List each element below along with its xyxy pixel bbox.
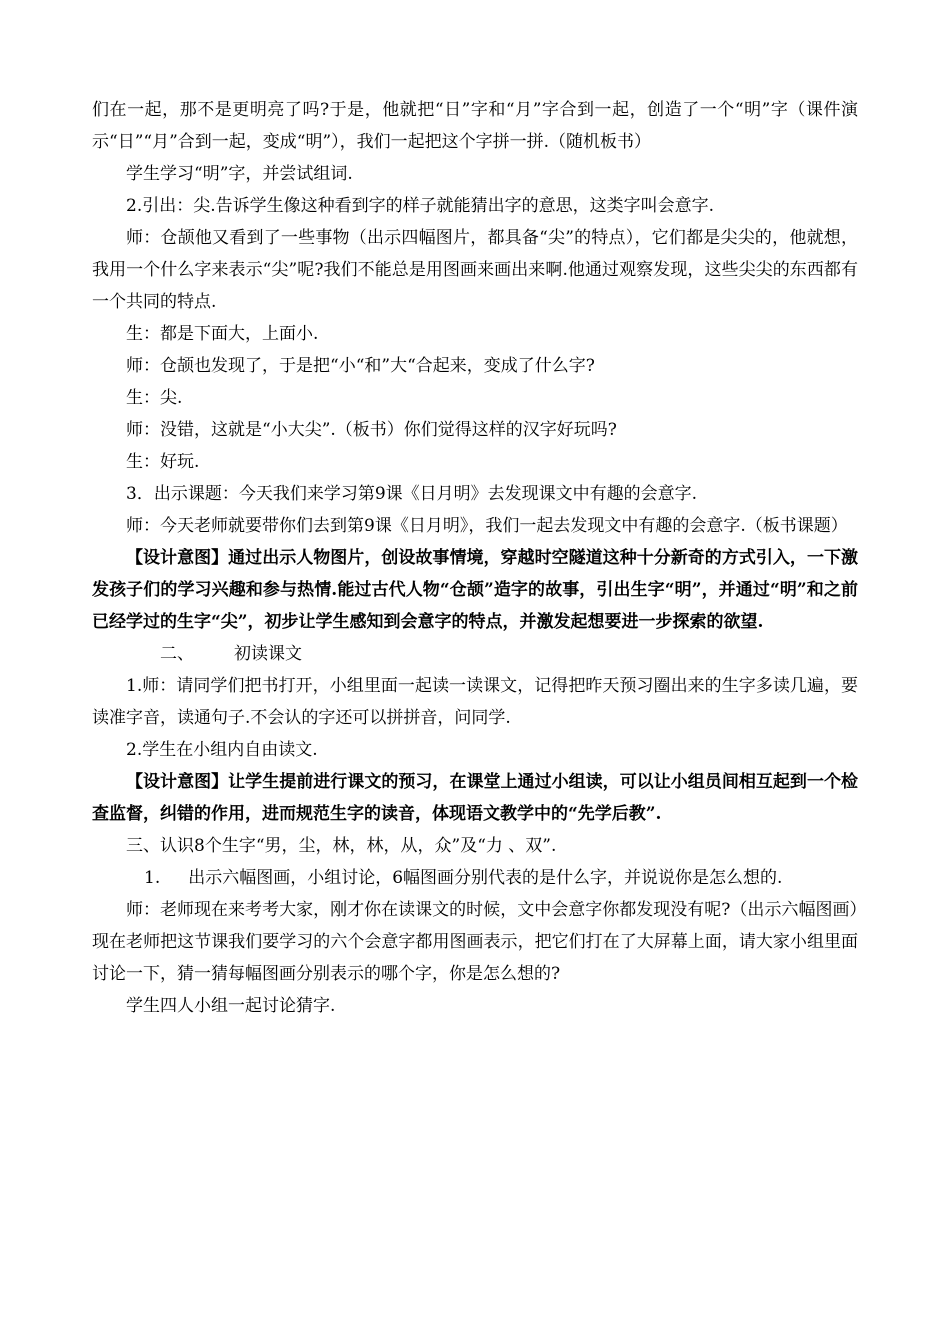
paragraph-teacher-combine: 师：仓颉也发现了，于是把“小“和”大“合起来，变成了什么字? xyxy=(126,356,595,376)
paragraph-group-read: 2.学生在小组内自由读文. xyxy=(126,740,318,760)
paragraph-student-answer-1: 生：都是下面大，上面小. xyxy=(126,324,319,344)
paragraph-student-answer-3: 生：好玩. xyxy=(126,452,200,472)
paragraph-show-title: 3．出示课题：今天我们来学习第9课《日月明》去发现课文中有趣的会意字. xyxy=(126,484,698,504)
paragraph-teacher-board: 师：没错，这就是“小大尖”.（板书）你们觉得这样的汉字好玩吗? xyxy=(126,420,617,440)
paragraph-teacher-title: 师：今天老师就要带你们去到第9课《日月明》，我们一起去发现文中有趣的会意字.（板书课题） xyxy=(126,516,848,536)
section-heading-2-number: 二、 xyxy=(160,644,194,664)
paragraph-teacher-jian-objects: 师：仓颉他又看到了一些事物（出示四幅图片，都具备“尖”的特点），它们都是尖尖的，他就想，我用一个什么字来表示“尖”呢?我们不能总是用图画来画出来啊.他通过观察发现，这些尖尖的东西都有一个共同的特点. xyxy=(92,228,858,312)
paragraph-design-intent-1: 【设计意图】通过出示人物图片，创设故事情境，穿越时空隧道这种十分新奇的方式引入，一下激发孩子们的学习兴趣和参与热情.能过古代人物“仓颉”造字的故事，引出生字“明”，并通过“明”和之前已经学过的生字“尖”，初步让学生感知到会意字的特点，并激发起想要进一步探索的欲望. xyxy=(92,548,858,632)
list-item-1 xyxy=(92,862,858,894)
paragraph-teacher-six-pictures: 师：老师现在来考考大家，刚才你在读课文的时候，文中会意字你都发现没有呢?（出示六幅图画）现在老师把这节课我们要学习的六个会意字都用图画表示，把它们打在了大屏幕上面，请大家小组里面讨论一下，猜一猜每幅图画分别表示的哪个字，你是怎么想的? xyxy=(92,900,858,984)
list-item-1-number: 1. xyxy=(144,868,161,888)
section-heading-3: 三、认识8个生字“男，尘，林，林，从，众”及“力 、双”. xyxy=(126,836,557,856)
paragraph-intro-continuation: 们在一起，那不是更明亮了吗?于是，他就把“日”字和“月”字合到一起，创造了一个“明”字（课件演示“日”“月”合到一起，变成“明”），我们一起把这个字拼一拼.（随机板书） xyxy=(92,100,858,152)
paragraph-student-learn-ming: 学生学习“明”字，并尝试组词. xyxy=(126,164,353,184)
section-heading-2 xyxy=(92,638,858,670)
list-item-1-text: 出示六幅图画，小组讨论，6幅图画分别代表的是什么字，并说说你是怎么想的. xyxy=(188,868,783,888)
paragraph-introduce-jian: 2.引出：尖.告诉学生像这种看到字的样子就能猜出字的意思，这类字叫会意字. xyxy=(126,196,715,216)
paragraph-group-discussion: 学生四人小组一起讨论猜字. xyxy=(126,996,336,1016)
paragraph-design-intent-2: 【设计意图】让学生提前进行课文的预习，在课堂上通过小组读，可以让小组员间相互起到一个检查监督，纠错的作用，进而规范生字的读音，体现语文教学中的“先学后教”. xyxy=(92,772,858,824)
paragraph-student-answer-2: 生：尖. xyxy=(126,388,183,408)
section-heading-2-title: 初读课文 xyxy=(234,644,302,664)
paragraph-read-text: 1.师：请同学们把书打开，小组里面一起读一读课文，记得把昨天预习圈出来的生字多读几遍，要读准字音，读通句子.不会认的字还可以拼拼音，问同学. xyxy=(92,676,858,728)
